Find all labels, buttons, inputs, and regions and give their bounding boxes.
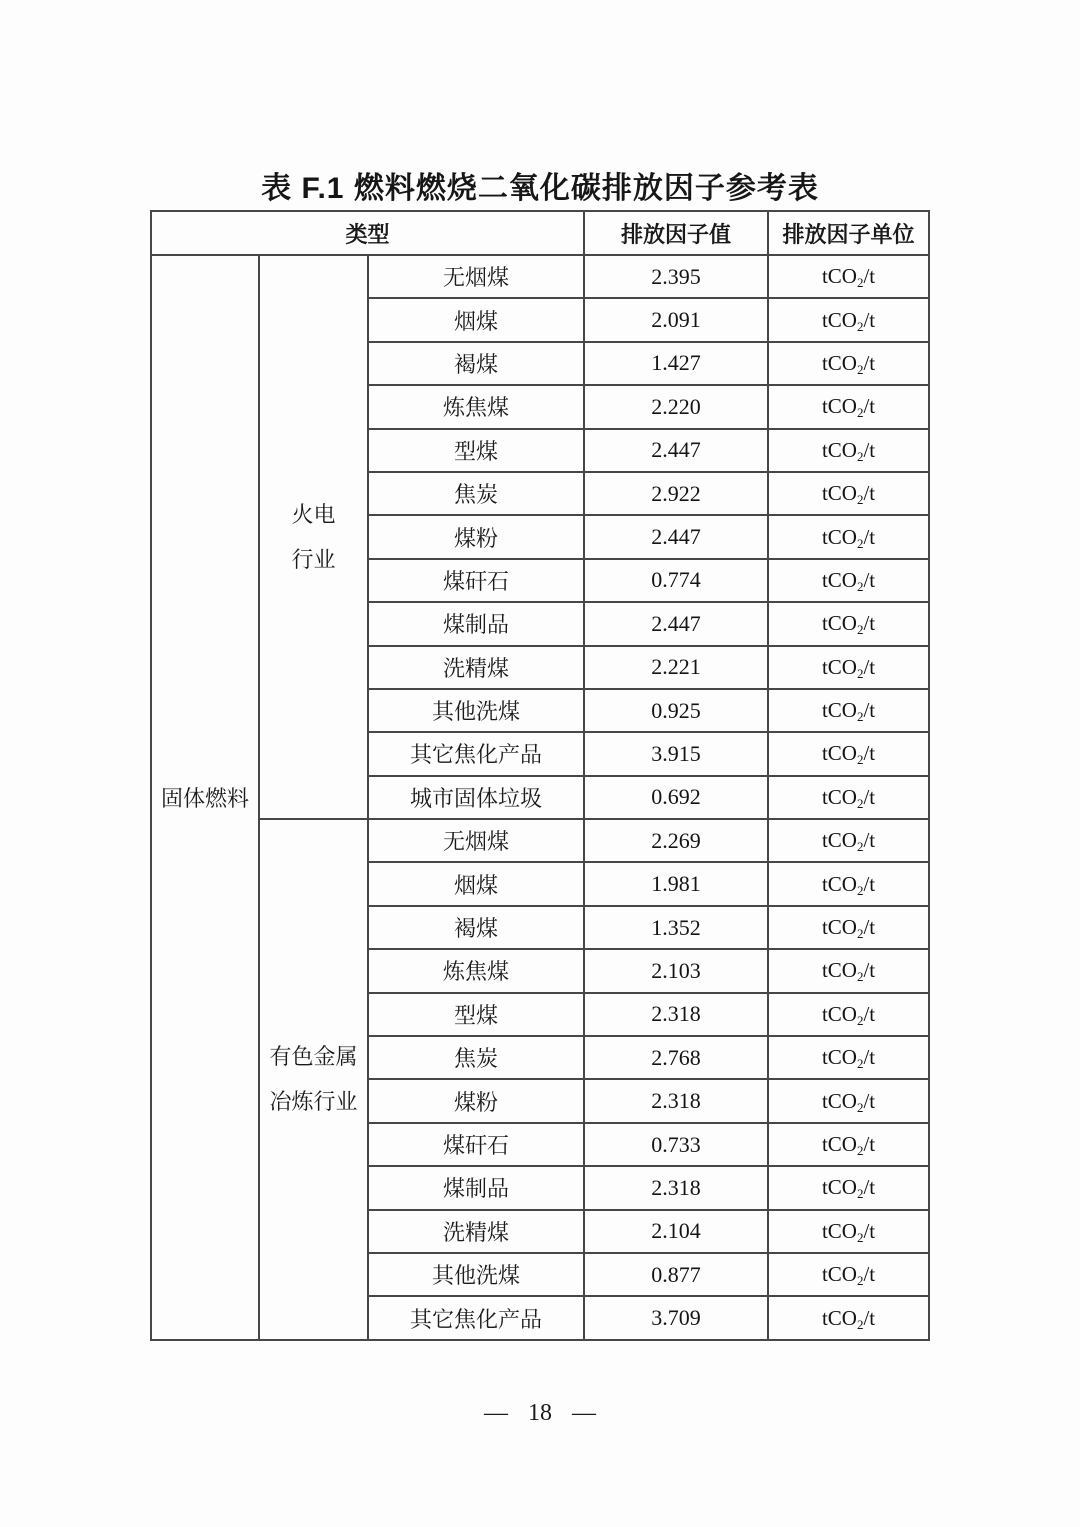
factor-value-cell: 0.733 bbox=[584, 1123, 768, 1166]
factor-value-cell: 2.768 bbox=[584, 1036, 768, 1079]
fuel-name-cell: 褐煤 bbox=[368, 342, 584, 385]
factor-unit-cell: tCO$_2$/t bbox=[768, 776, 929, 819]
industry-cell-thermal-power bbox=[259, 255, 368, 819]
table-title: 表 F.1 燃料燃烧二氧化碳排放因子参考表 bbox=[261, 172, 819, 205]
fuel-name-cell: 无烟煤 bbox=[368, 255, 584, 298]
factor-value-cell: 2.103 bbox=[584, 949, 768, 992]
fuel-name-cell: 炼焦煤 bbox=[368, 949, 584, 992]
factor-unit-cell: tCO$_2$/t bbox=[768, 1036, 929, 1079]
factor-value-cell: 3.709 bbox=[584, 1296, 768, 1339]
industry-label-line: 有色金属 bbox=[269, 1044, 358, 1070]
fuel-name-cell: 褐煤 bbox=[368, 906, 584, 949]
factor-unit-cell: tCO$_2$/t bbox=[768, 1253, 929, 1296]
factor-value-cell: 3.915 bbox=[584, 732, 768, 775]
table-row bbox=[151, 255, 929, 298]
factor-value-cell: 2.447 bbox=[584, 602, 768, 645]
fuel-name-cell: 其他洗煤 bbox=[368, 1253, 584, 1296]
factor-unit-cell: tCO$_2$/t bbox=[768, 819, 929, 862]
fuel-name-cell: 煤粉 bbox=[368, 1079, 584, 1122]
fuel-name-cell: 无烟煤 bbox=[368, 819, 584, 862]
factor-value-cell: 2.104 bbox=[584, 1210, 768, 1253]
factor-value-cell: 1.427 bbox=[584, 342, 768, 385]
fuel-name-cell: 炼焦煤 bbox=[368, 385, 584, 428]
fuel-name-cell: 煤矸石 bbox=[368, 1123, 584, 1166]
factor-unit-cell: tCO$_2$/t bbox=[768, 298, 929, 341]
factor-unit-cell: tCO$_2$/t bbox=[768, 515, 929, 558]
col-header-value: 排放因子值 bbox=[584, 211, 768, 255]
factor-unit-cell: tCO$_2$/t bbox=[768, 1166, 929, 1209]
table-row bbox=[151, 819, 929, 862]
fuel-name-cell: 烟煤 bbox=[368, 862, 584, 905]
factor-unit-cell: tCO$_2$/t bbox=[768, 255, 929, 298]
factor-value-cell: 1.981 bbox=[584, 862, 768, 905]
fuel-name-cell: 其他洗煤 bbox=[368, 689, 584, 732]
fuel-name-cell: 其它焦化产品 bbox=[368, 732, 584, 775]
col-header-unit: 排放因子单位 bbox=[768, 211, 929, 255]
category-cell bbox=[151, 255, 259, 1340]
fuel-name-cell: 其它焦化产品 bbox=[368, 1296, 584, 1339]
factor-unit-cell: tCO$_2$/t bbox=[768, 646, 929, 689]
factor-value-cell: 2.220 bbox=[584, 385, 768, 428]
fuel-name-cell: 煤制品 bbox=[368, 602, 584, 645]
industry-label-line: 行业 bbox=[291, 547, 336, 573]
factor-unit-cell: tCO$_2$/t bbox=[768, 949, 929, 992]
col-header-type: 类型 bbox=[151, 211, 584, 255]
fuel-name-cell: 煤矸石 bbox=[368, 559, 584, 602]
factor-unit-cell: tCO$_2$/t bbox=[768, 602, 929, 645]
factor-value-cell: 0.692 bbox=[584, 776, 768, 819]
factor-unit-cell: tCO$_2$/t bbox=[768, 429, 929, 472]
fuel-name-cell: 焦炭 bbox=[368, 1036, 584, 1079]
industry-label-line: 火电 bbox=[291, 502, 336, 528]
factor-value-cell: 0.925 bbox=[584, 689, 768, 732]
factor-unit-cell: tCO$_2$/t bbox=[768, 993, 929, 1036]
factor-unit-cell: tCO$_2$/t bbox=[768, 862, 929, 905]
factor-value-cell: 1.352 bbox=[584, 906, 768, 949]
factor-unit-cell: tCO$_2$/t bbox=[768, 1296, 929, 1339]
fuel-name-cell: 型煤 bbox=[368, 993, 584, 1036]
factor-unit-cell: tCO$_2$/t bbox=[768, 689, 929, 732]
factor-unit-cell: tCO$_2$/t bbox=[768, 472, 929, 515]
fuel-name-cell: 城市固体垃圾 bbox=[368, 776, 584, 819]
factor-unit-cell: tCO$_2$/t bbox=[768, 385, 929, 428]
category-label: 固体燃料 bbox=[160, 785, 249, 811]
industry-label-line: 冶炼行业 bbox=[269, 1089, 358, 1115]
fuel-name-cell: 烟煤 bbox=[368, 298, 584, 341]
factor-value-cell: 2.395 bbox=[584, 255, 768, 298]
fuel-name-cell: 焦炭 bbox=[368, 472, 584, 515]
header-row bbox=[151, 211, 929, 255]
factor-value-cell: 2.091 bbox=[584, 298, 768, 341]
factor-value-cell: 2.447 bbox=[584, 515, 768, 558]
factor-value-cell: 2.318 bbox=[584, 993, 768, 1036]
industry-cell-nonferrous-smelting bbox=[259, 819, 368, 1340]
emission-factor-table bbox=[150, 210, 930, 1341]
factor-value-cell: 0.877 bbox=[584, 1253, 768, 1296]
factor-unit-cell: tCO$_2$/t bbox=[768, 1123, 929, 1166]
factor-unit-cell: tCO$_2$/t bbox=[768, 732, 929, 775]
factor-value-cell: 0.774 bbox=[584, 559, 768, 602]
factor-value-cell: 2.221 bbox=[584, 646, 768, 689]
factor-unit-cell: tCO$_2$/t bbox=[768, 342, 929, 385]
factor-value-cell: 2.318 bbox=[584, 1166, 768, 1209]
fuel-name-cell: 洗精煤 bbox=[368, 1210, 584, 1253]
factor-value-cell: 2.922 bbox=[584, 472, 768, 515]
factor-unit-cell: tCO$_2$/t bbox=[768, 559, 929, 602]
factor-value-cell: 2.318 bbox=[584, 1079, 768, 1122]
fuel-name-cell: 洗精煤 bbox=[368, 646, 584, 689]
factor-unit-cell: tCO$_2$/t bbox=[768, 1210, 929, 1253]
page-number: — 18 — bbox=[484, 1400, 596, 1426]
factor-unit-cell: tCO$_2$/t bbox=[768, 1079, 929, 1122]
factor-value-cell: 2.447 bbox=[584, 429, 768, 472]
fuel-name-cell: 煤制品 bbox=[368, 1166, 584, 1209]
fuel-name-cell: 型煤 bbox=[368, 429, 584, 472]
factor-value-cell: 2.269 bbox=[584, 819, 768, 862]
factor-unit-cell: tCO$_2$/t bbox=[768, 906, 929, 949]
fuel-name-cell: 煤粉 bbox=[368, 515, 584, 558]
